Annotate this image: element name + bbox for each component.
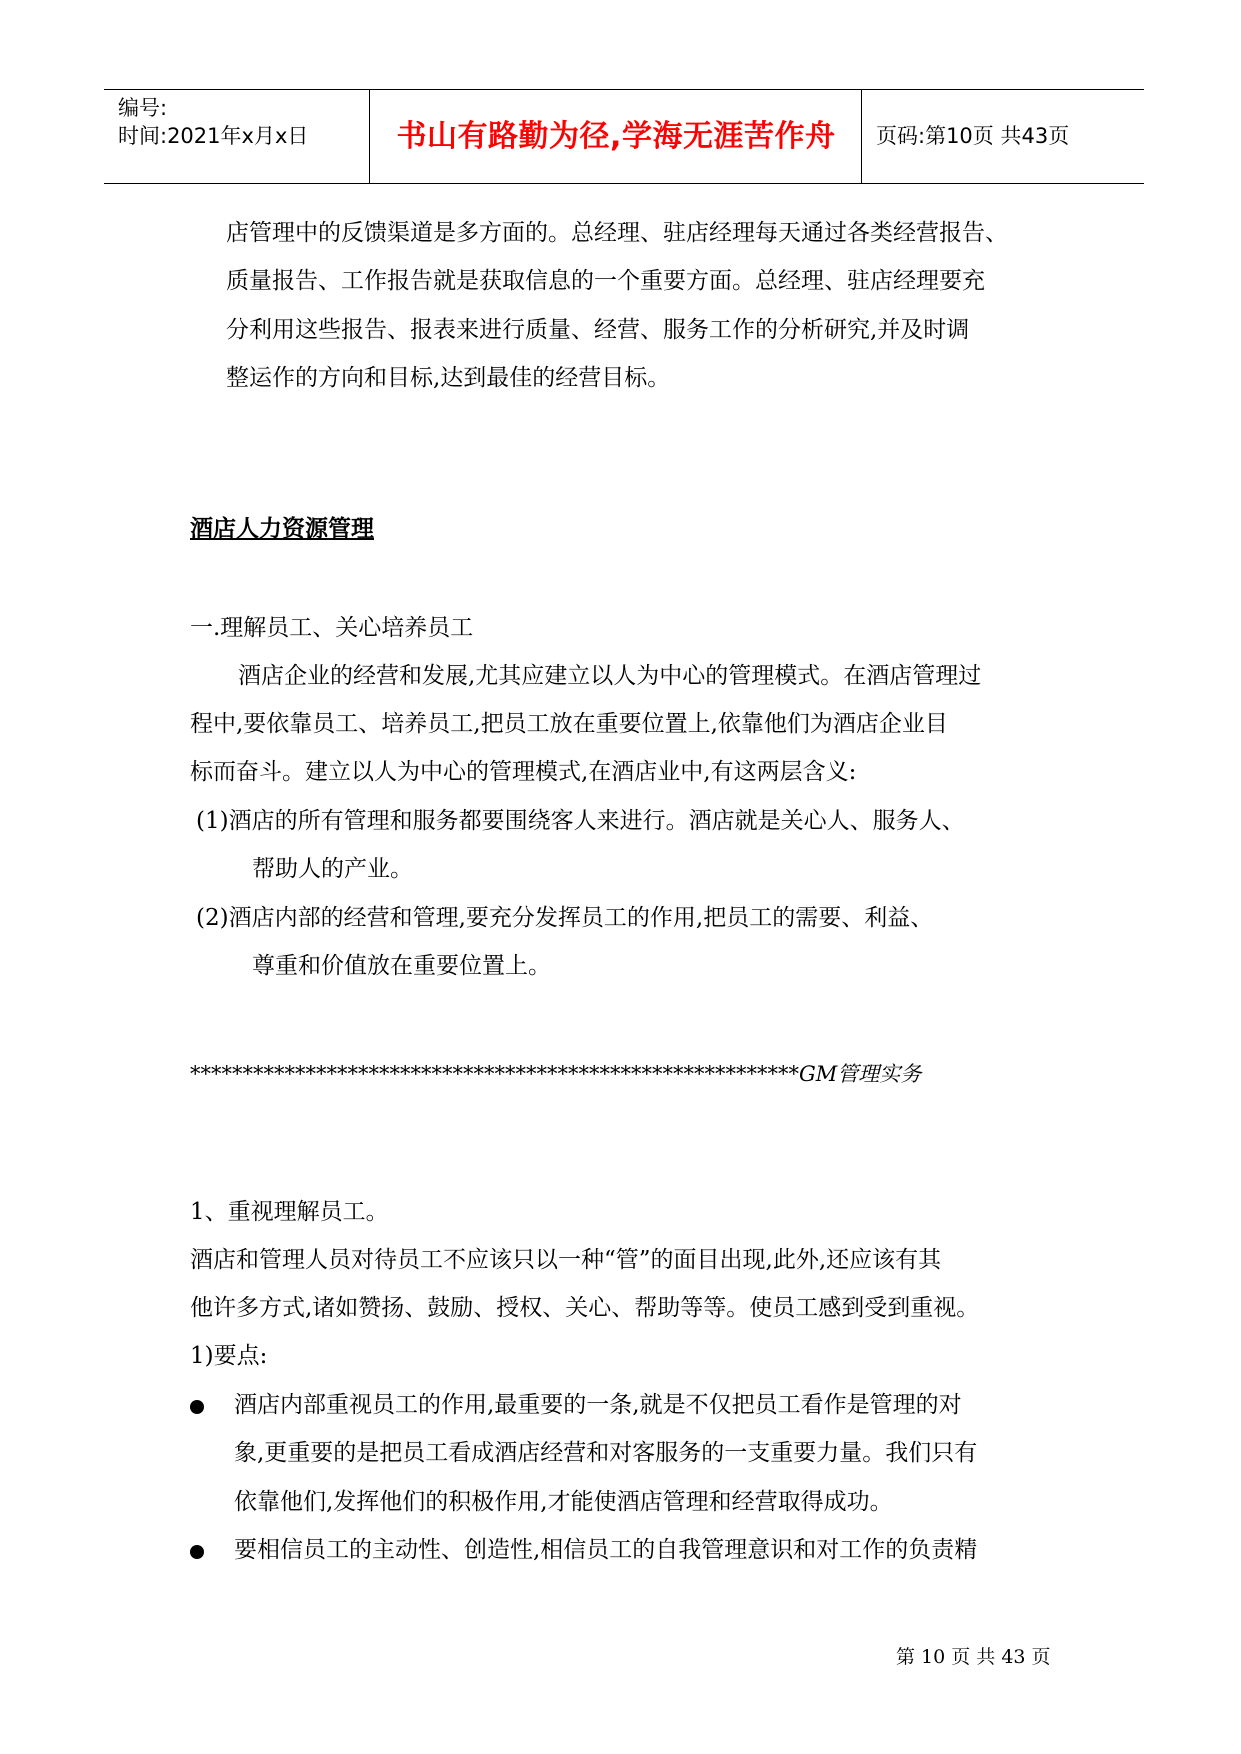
item-2-line: (2)酒店内部的经营和管理,要充分发挥员工的作用,把员工的需要、利益、	[196, 905, 934, 931]
page-header	[104, 89, 1144, 184]
bullet-dot-icon	[190, 1545, 204, 1559]
header-divider-right	[861, 90, 862, 183]
item-1-line: 帮助人的产业。	[252, 856, 413, 882]
bullet-1-line: 酒店内部重视员工的作用,最重要的一条,就是不仅把员工看作是管理的对	[234, 1392, 962, 1418]
header-page-code: 页码:第10页 共43页	[876, 124, 1070, 148]
part-1-para-line: 他许多方式,诸如赞扬、鼓励、授权、关心、帮助等等。使员工感到受到重视。	[190, 1295, 980, 1321]
page-footer: 第 10 页 共 43 页	[896, 1646, 1051, 1668]
section-one-para-line: 程中,要依靠员工、培养员工,把员工放在重要位置上,依靠他们为酒店企业目	[190, 711, 948, 737]
section-one-title: 一.理解员工、关心培养员工	[190, 615, 474, 641]
header-time-label: 时间:2021年x月x日	[118, 124, 309, 148]
section-one-para-line: 标而奋斗。建立以人为中心的管理模式,在酒店业中,有这两层含义:	[190, 759, 857, 785]
item-2-line: 尊重和价值放在重要位置上。	[252, 953, 551, 979]
header-divider-left	[369, 90, 370, 183]
intro-line: 整运作的方向和目标,达到最佳的经营目标。	[226, 365, 671, 391]
bullet-2-line: 要相信员工的主动性、创造性,相信员工的自我管理意识和对工作的负责精	[234, 1537, 978, 1563]
header-meta	[118, 94, 308, 150]
intro-line: 分利用这些报告、报表来进行质量、经营、服务工作的分析研究,并及时调	[226, 317, 970, 343]
section-heading: 酒店人力资源管理	[190, 515, 374, 542]
header-number-label: 编号:	[118, 96, 168, 120]
separator-tag: GM管理实务	[799, 1062, 922, 1086]
bullet-1-line: 依靠他们,发挥他们的积极作用,才能使酒店管理和经营取得成功。	[234, 1489, 893, 1515]
item-1-line: (1)酒店的所有管理和服务都要围绕客人来进行。酒店就是关心人、服务人、	[196, 808, 965, 834]
intro-line: 质量报告、工作报告就是获取信息的一个重要方面。总经理、驻店经理要充	[226, 268, 985, 294]
section-one-para-line: 酒店企业的经营和发展,尤其应建立以人为中心的管理模式。在酒店管理过	[238, 663, 982, 689]
part-1-title: 1、重视理解员工。	[190, 1199, 389, 1225]
part-1-para-line: 酒店和管理人员对待员工不应该只以一种“管”的面目出现,此外,还应该有其	[190, 1247, 942, 1273]
intro-line: 店管理中的反馈渠道是多方面的。总经理、驻店经理每天通过各类经营报告、	[226, 220, 1008, 246]
header-motto: 书山有路勤为径,学海无涯苦作舟	[396, 119, 836, 154]
bullet-dot-icon	[190, 1400, 204, 1414]
points-label: 1)要点:	[190, 1343, 268, 1369]
bullet-1-line: 象,更重要的是把员工看成酒店经营和对客服务的一支重要力量。我们只有	[234, 1440, 978, 1466]
separator-stars: **********************************************************	[190, 1062, 799, 1086]
separator-line	[190, 1058, 921, 1088]
